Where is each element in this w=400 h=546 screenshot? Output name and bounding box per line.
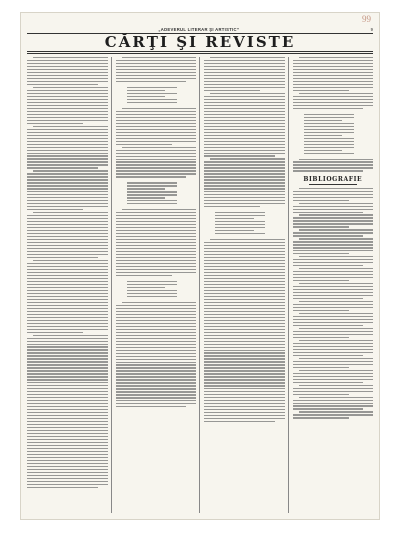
column-4 xyxy=(293,57,374,513)
title-rule-thin xyxy=(27,53,373,54)
page-number: 99 xyxy=(362,14,371,24)
column-1 xyxy=(27,57,112,513)
article-columns xyxy=(27,57,373,513)
newspaper-page xyxy=(21,13,379,519)
header-number: 9 xyxy=(370,27,373,32)
running-head-title: „ADEVERUL LITERAR ŞI ARTISTIC” xyxy=(158,27,240,32)
title-rule xyxy=(27,51,373,52)
column-2 xyxy=(116,57,201,513)
section-heading-bibliografie: BIBLIOGRAFIE xyxy=(303,175,363,183)
column-3 xyxy=(204,57,289,513)
page-title: CĂRŢI ŞI REVISTE xyxy=(104,33,296,51)
section-rule xyxy=(309,184,357,185)
